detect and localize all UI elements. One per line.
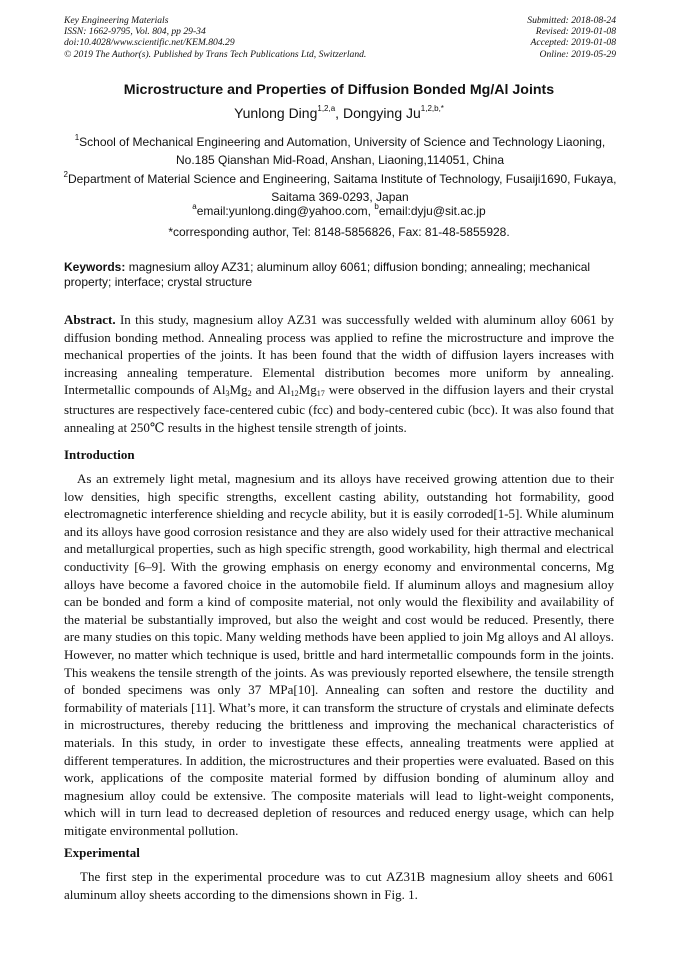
journal-info xyxy=(64,15,366,60)
abstract-text: In this study, magnesium alloy AZ31 was successfully welded with aluminum alloy 6061 by diffusion bonding method. Annealing process was applied to refine the microstructure and improve the mechanical properties of the joints. It has been found that the width of diffusion layers increases with increasing annealing temperature. Elemental distribution becomes more uniform by annealing. Intermetallic compounds of Al xyxy=(64,312,614,398)
affiliation-mark: 2 xyxy=(63,170,68,179)
keywords-text: magnesium alloy AZ31; aluminum alloy 6061; diffusion bonding; annealing; mechanical property; interface; crystal structure xyxy=(64,260,591,289)
email-link[interactable]: email:dyju@sit.ac.jp xyxy=(378,204,486,218)
submission-dates xyxy=(527,15,616,60)
section-heading-experimental: Experimental xyxy=(64,845,140,860)
journal-doi: doi:10.4028/www.scientific.net/KEM.804.29 xyxy=(64,37,235,49)
journal-issn: ISSN: 1662-9795, Vol. 804, pp 29-34 xyxy=(64,26,206,38)
affiliation-mark: 1 xyxy=(74,133,80,142)
author-emails xyxy=(0,203,678,218)
email-link[interactable]: email:yunlong.ding@yahoo.com, xyxy=(196,204,375,218)
introduction-paragraph: As an extremely light metal, magnesium and its alloys have received growing attention due to their low densities, high specific strengths, excellent casting ability, outstanding hot formability, good electromagnetic interference shielding and recycle ability, but it is easily corroded[1-5]. While aluminum and its alloys have good corrosion resistance and they are also widely used for their attractive mechanical and metallurgical properties, such as high specific strength, good workability, high thermal and electrical conductivity [6–9]. With the growing emphasis on energy economy and environmental concerns, Mg alloys have become a favored choice in the automobile field. If aluminum alloys and magnesium alloy can be bonded and form a kind of composite material, not only would the flexibility and availability of the material be substantially improved, but also the weight and cost would be reduced. Presently, there are many studies on this topic. Many welding methods have been applied to join Mg alloys and Al alloys. However, no matter which technique is used, brittle and hard intermetallic compounds form in the joints. This weakens the tensile strength of the joints. As was previously reported elsewhere, the tensile strength of bonded specimens was only 37 MPa[10]. Annealing can soften and restore the ductility and formability of materials [11]. What’s more, it can transform the structure of crystals and eliminate defects in microstructures, thereby reducing the brittleness and improving the mechanical characteristics of materials. In this study, in order to investigate these effects, annealing treatments were applied at different temperatures. In addition, the microstructures and their properties were evaluated. Based on this work, applications of the composite material formed by diffusion bonding of aluminum alloy and magnesium alloy could be extensive. The composite materials will lead to light-weight components, which will in turn lead to decreased depletion of resources and reduced energy usage, which can help mitigate environmental pollution. xyxy=(64,471,614,838)
affiliation-text: School of Mechanical Engineering and Automation, University of Science and Technology Liaoning, No.185 Qianshan Mid-Road, Anshan, Liaoning,114051, China xyxy=(79,135,606,167)
affiliation-text: Department of Material Science and Engineering, Saitama Institute of Technology, Fusaiji1690, Fukaya, Saitama 369-0293, Japan xyxy=(67,172,617,204)
paper-title: Microstructure and Properties of Diffusion Bonded Mg/Al Joints xyxy=(123,82,555,98)
email-mark: a xyxy=(192,202,197,211)
author-affiliation-mark: 1,2,b,* xyxy=(420,104,444,114)
author-separator: , xyxy=(335,105,343,121)
abstract-text: and Al xyxy=(251,382,291,398)
author-list xyxy=(0,105,678,121)
abstract xyxy=(64,311,614,436)
section-heading-introduction: Introduction xyxy=(64,447,135,462)
author-affiliation-mark: 1,2,a xyxy=(317,104,336,114)
author-name: Dongying Ju xyxy=(342,105,421,121)
abstract-text: Mg xyxy=(229,382,248,398)
date-revised: Revised: 2019-01-08 xyxy=(535,26,616,38)
keywords-label: Keywords: xyxy=(64,260,126,274)
affiliation-2 xyxy=(60,167,620,206)
corresponding-author: *corresponding author, Tel: 8148-5856826, Fax: 81-48-5855928. xyxy=(168,225,510,239)
subscript: 12 xyxy=(290,389,299,399)
date-accepted: Accepted: 2019-01-08 xyxy=(530,37,616,49)
journal-name: Key Engineering Materials xyxy=(64,15,169,26)
abstract-text: were observed in the diffusion layers and their crystal structures are respectively face-centered cubic (fcc) and body-centered cubic (bcc). It was also found that annealing at 250℃ results in the highest tensile strength of joints. xyxy=(64,382,614,435)
author-name: Yunlong Ding xyxy=(234,105,318,121)
date-submitted: Submitted: 2018-08-24 xyxy=(527,15,616,26)
abstract-label: Abstract. xyxy=(64,312,116,327)
experimental-paragraph: The first step in the experimental procedure was to cut AZ31B magnesium alloy sheets and 6061 aluminum alloy sheets according to the dimensions shown in Fig. 1. xyxy=(64,869,614,902)
email-mark: b xyxy=(374,202,379,211)
subscript: 3 xyxy=(225,389,230,399)
date-online: Online: 2019-05-29 xyxy=(539,48,616,60)
subscript: 17 xyxy=(316,389,325,399)
affiliation-1 xyxy=(60,130,620,169)
subscript: 2 xyxy=(247,389,252,399)
journal-copyright: © 2019 The Author(s). Published by Trans Tech Publications Ltd, Switzerland. xyxy=(64,48,367,60)
abstract-text: Mg xyxy=(298,382,317,398)
keywords xyxy=(64,260,614,290)
